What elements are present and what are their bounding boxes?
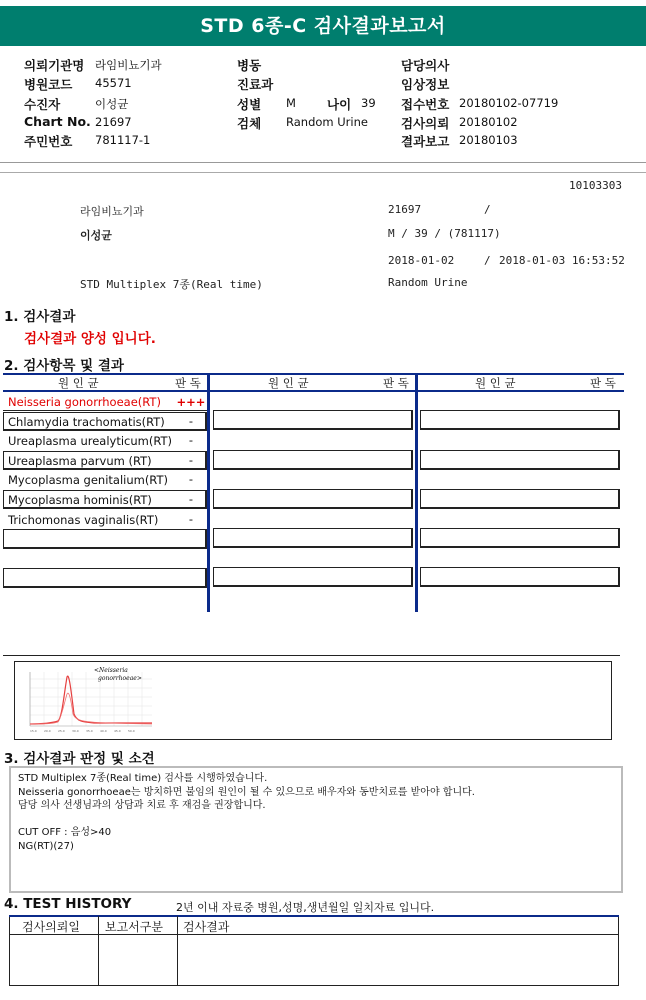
row-box — [213, 528, 413, 548]
row-box — [420, 528, 620, 548]
column-divider-2 — [415, 373, 418, 612]
request-date-label: 검사의뢰 — [401, 116, 450, 131]
history-col-divider-2 — [177, 916, 178, 986]
section-3-title: 3. 검사결과 판정 및 소견 — [4, 751, 155, 767]
opinion-line-2: Neisseria gonorrhoeae는 방치하면 불임의 원인이 될 수 있으므로 배우자와 동반치료를 받아야 합니다. — [18, 786, 475, 798]
sex-value: M — [286, 96, 296, 110]
row-box — [420, 489, 620, 509]
results-table-header-rule — [3, 390, 624, 392]
history-table — [9, 915, 619, 986]
svg-text:25.0: 25.0 — [58, 729, 65, 733]
result-up: - — [188, 453, 194, 467]
svg-text:30.0: 30.0 — [72, 729, 79, 733]
opinion-line-4 — [18, 813, 475, 827]
summary-slash-2: / — [484, 254, 491, 267]
graph-legend — [94, 667, 142, 683]
specimen-value: Random Urine — [286, 115, 368, 129]
chart-no-label: Chart No. — [24, 114, 91, 129]
section-2-title: 2. 검사항목 및 결과 — [4, 358, 124, 374]
svg-text:40.0: 40.0 — [100, 729, 107, 733]
row-box — [420, 567, 620, 587]
result-uu: - — [188, 433, 194, 447]
result-tv: - — [188, 512, 194, 526]
graph-legend-line-1: <Neisseria — [94, 667, 128, 674]
clinical-info-label: 임상정보 — [401, 77, 450, 92]
graph-top-rule — [3, 655, 620, 656]
clinic-label: 의뢰기관명 — [24, 58, 85, 73]
age-value: 39 — [361, 96, 376, 110]
row-box — [213, 567, 413, 587]
result-mh: - — [188, 492, 194, 506]
summary-date-report: 2018-01-03 16:53:52 — [499, 254, 625, 267]
report-date-label: 결과보고 — [401, 134, 450, 149]
resident-no-label: 주민번호 — [24, 134, 73, 149]
receipt-no-label: 접수번호 — [401, 97, 450, 112]
specimen-label: 검체 — [237, 116, 262, 131]
col-organism-1: 원 인 균 — [58, 376, 99, 390]
receipt-no-value: 20180102-07719 — [459, 96, 559, 110]
summary-patient: 이성균 — [80, 229, 112, 242]
section-4-title: 4. TEST HISTORY — [4, 896, 132, 912]
result-ng: +++ — [176, 395, 206, 409]
patient-label: 수진자 — [24, 97, 61, 112]
column-divider-1 — [207, 373, 210, 612]
patient-value: 이성균 — [95, 97, 129, 111]
doctor-label: 담당의사 — [401, 58, 450, 73]
organism-ng: Neisseria gonorrhoeae(RT) — [8, 395, 161, 409]
history-col-divider-1 — [98, 916, 99, 986]
summary-sex-age: M / 39 / (781117) — [388, 227, 501, 240]
organism-tv: Trichomonas vaginalis(RT) — [8, 513, 159, 527]
svg-text:20.0: 20.0 — [44, 729, 51, 733]
row-box — [213, 450, 413, 470]
opinion-line-5: CUT OFF : 음성>40 — [18, 827, 112, 838]
row-box — [213, 489, 413, 509]
history-table-top-rule — [9, 915, 619, 917]
summary-slash-1: / — [484, 203, 491, 216]
overall-result: 검사결과 양성 입니다. — [24, 331, 156, 347]
dept-label: 진료과 — [237, 77, 274, 92]
age-label: 나이 — [327, 97, 352, 112]
report-code: 10103303 — [569, 179, 622, 192]
report-title: STD 6종-C 검사결과보고서 — [200, 15, 446, 37]
col-organism-2: 원 인 균 — [268, 376, 309, 390]
organism-mh: Mycoplasma hominis(RT) — [8, 493, 152, 507]
row-box — [3, 529, 207, 549]
clinic-value: 라임비뇨기과 — [95, 58, 162, 72]
sex-label: 성별 — [237, 97, 262, 112]
row-box — [3, 568, 207, 588]
opinion-line-1: STD Multiplex 7종(Real time) 검사를 시행하였습니다. — [18, 773, 268, 784]
report-date-value: 20180103 — [459, 133, 518, 147]
result-ct: - — [188, 414, 194, 428]
svg-text:15.0: 15.0 — [30, 729, 37, 733]
section-1-title: 1. 검사결과 — [4, 309, 76, 325]
organism-mg: Mycoplasma genitalium(RT) — [8, 473, 168, 487]
row-box — [213, 410, 413, 430]
summary-test-name: STD Multiplex 7종(Real time) — [80, 278, 263, 291]
summary-date-request: 2018-01-02 — [388, 254, 455, 267]
history-col-result: 검사결과 — [183, 920, 230, 934]
hospital-code-label: 병원코드 — [24, 77, 73, 92]
summary-clinic: 라임비뇨기과 — [80, 205, 144, 218]
resident-no-value: 781117-1 — [95, 133, 151, 147]
organism-uu: Ureaplasma urealyticum(RT) — [8, 434, 173, 448]
row-box — [420, 450, 620, 470]
col-judgement-2: 판 독 — [383, 376, 409, 390]
history-header-rule — [9, 934, 619, 935]
chart-no-value: 21697 — [95, 115, 132, 129]
graph-legend-line-2: gonorrhoeae> — [98, 675, 142, 682]
row-box — [420, 410, 620, 430]
opinion-line-6: NG(RT)(27) — [18, 840, 74, 852]
ward-label: 병동 — [237, 58, 262, 73]
svg-text:45.0: 45.0 — [114, 729, 121, 733]
header-divider-2 — [0, 172, 646, 173]
result-mg: - — [188, 472, 194, 486]
row-rule — [3, 410, 207, 411]
request-date-value: 20180102 — [459, 115, 518, 129]
history-note: 2년 이내 자료중 병원,성명,생년월일 일치자료 입니다. — [176, 901, 435, 914]
col-judgement-1: 판 독 — [175, 376, 201, 390]
opinion-line-3: 담당 의사 선생님과의 상담과 치료 후 재검을 권장합니다. — [18, 800, 266, 811]
col-organism-3: 원 인 균 — [475, 376, 516, 390]
svg-text:50.0: 50.0 — [128, 729, 135, 733]
history-col-report-type: 보고서구분 — [105, 920, 163, 934]
history-col-request-date: 검사의뢰일 — [22, 920, 80, 934]
opinion-text — [18, 772, 475, 853]
summary-specimen: Random Urine — [388, 276, 468, 289]
svg-text:35.0: 35.0 — [86, 729, 93, 733]
organism-up: Ureaplasma parvum (RT) — [8, 454, 152, 468]
organism-ct: Chlamydia trachomatis(RT) — [8, 415, 165, 429]
col-judgement-3: 판 독 — [590, 376, 616, 390]
hospital-code-value: 45571 — [95, 76, 132, 90]
summary-chart-no: 21697 — [388, 203, 422, 216]
header-divider — [0, 162, 646, 163]
